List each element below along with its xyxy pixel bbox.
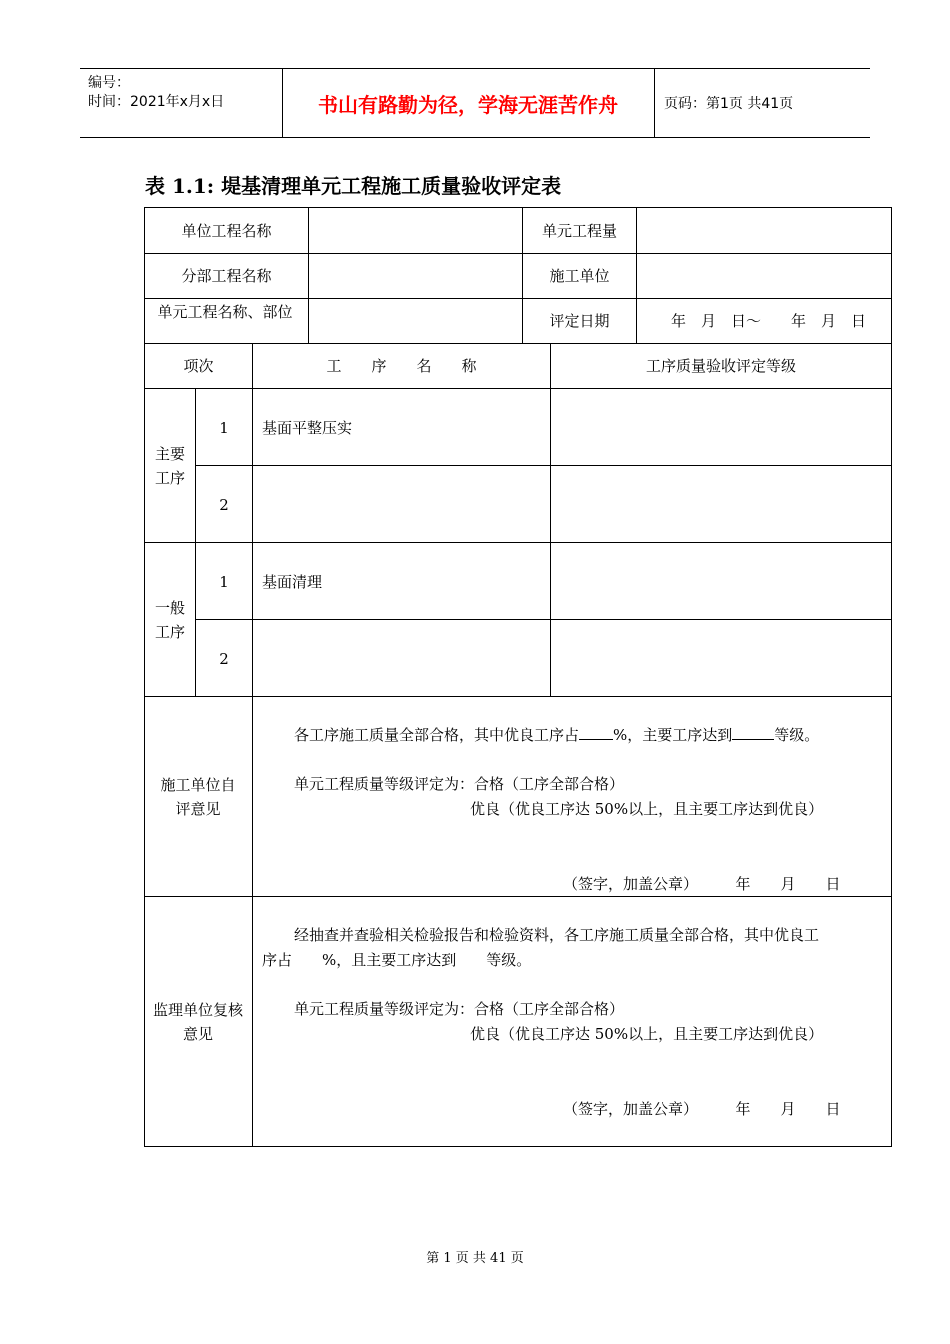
- row-divider: [144, 696, 892, 697]
- general-item-1-grade[interactable]: [551, 543, 891, 619]
- number-label: 编号：: [88, 75, 130, 91]
- main-item-1-no: 1: [219, 419, 229, 437]
- element-name-label: 单元工程名称、部位: [157, 303, 293, 321]
- unit-quantity-label: 单元工程量: [541, 221, 617, 240]
- element-name-value[interactable]: [309, 299, 522, 343]
- time-label: 时间：2021年x月x日: [88, 94, 225, 110]
- self-eval-line2: 单元工程质量等级评定为：合格（工序全部合格）: [294, 775, 625, 793]
- main-item-2-no: 2: [219, 496, 229, 514]
- excellent-rate-blank[interactable]: [579, 723, 613, 740]
- page-footer: 第 1 页 共 41 页: [426, 1251, 524, 1266]
- supervision-line2: 序占 %，且主要工序达到 等级。: [262, 951, 532, 969]
- grade-header: 工序质量验收评定等级: [645, 357, 796, 375]
- page-info: 页码：第1页 共41页: [664, 96, 794, 112]
- main-item-1-grade[interactable]: [551, 389, 891, 465]
- unit-project-name-label: 单位工程名称: [181, 221, 272, 240]
- supervision-label: 监理单位复核意见: [152, 1000, 243, 1043]
- self-eval-text-c: 等级。: [774, 726, 820, 744]
- supervision-line4: 优良（优良工序达 50%以上，且主要工序达到优良）: [470, 1025, 824, 1043]
- unit-quantity-value[interactable]: [637, 208, 891, 253]
- supervision-sign: （签字，加盖公章） 年 月 日: [563, 1100, 841, 1118]
- construction-unit-label: 施工单位: [549, 267, 610, 285]
- self-eval-text-a: 各工序施工质量全部合格，其中优良工序占: [294, 726, 580, 744]
- self-eval-text-b: %，主要工序达到: [613, 726, 733, 744]
- item-header: 项次: [183, 357, 214, 375]
- general-item-1-no: 1: [219, 573, 229, 591]
- self-eval-label: 施工单位自评意见: [160, 775, 236, 818]
- unit-project-name-value[interactable]: [309, 208, 522, 253]
- supervision-line1: 经抽查并查验相关检验报告和检验资料，各工序施工质量全部合格，其中优良工: [294, 926, 820, 944]
- general-item-1-name: 基面清理: [262, 573, 323, 591]
- col-divider: [252, 343, 253, 1147]
- construction-unit-value[interactable]: [637, 254, 891, 298]
- table-border-bottom: [144, 1146, 892, 1147]
- main-grade-blank[interactable]: [732, 723, 774, 740]
- general-item-2-no: 2: [219, 650, 229, 668]
- main-item-2-grade[interactable]: [551, 466, 891, 542]
- general-item-2-grade[interactable]: [551, 620, 891, 696]
- eval-date-value[interactable]: 年 月 日～ 年 月 日: [671, 312, 867, 330]
- eval-date-label: 评定日期: [549, 312, 610, 330]
- main-process-label: 主要工序: [154, 444, 185, 487]
- supervision-line3: 单元工程质量等级评定为：合格（工序全部合格）: [294, 1000, 625, 1018]
- motto: 书山有路勤为径，学海无涯苦作舟: [282, 69, 655, 137]
- self-eval-sign: （签字，加盖公章） 年 月 日: [563, 875, 841, 893]
- sub-project-name-label: 分部工程名称: [181, 267, 272, 285]
- process-name-header: 工 序 名 称: [326, 357, 477, 375]
- main-item-1-name: 基面平整压实: [262, 419, 353, 437]
- sub-project-name-value[interactable]: [309, 254, 522, 298]
- general-process-label: 一般工序: [154, 598, 185, 641]
- self-eval-line1: [294, 723, 884, 748]
- table-border-right: [891, 207, 892, 1147]
- form-title: 表 1.1: 堤基清理单元工程施工质量验收评定表: [145, 174, 562, 198]
- self-eval-line3: 优良（优良工序达 50%以上，且主要工序达到优良）: [470, 800, 824, 818]
